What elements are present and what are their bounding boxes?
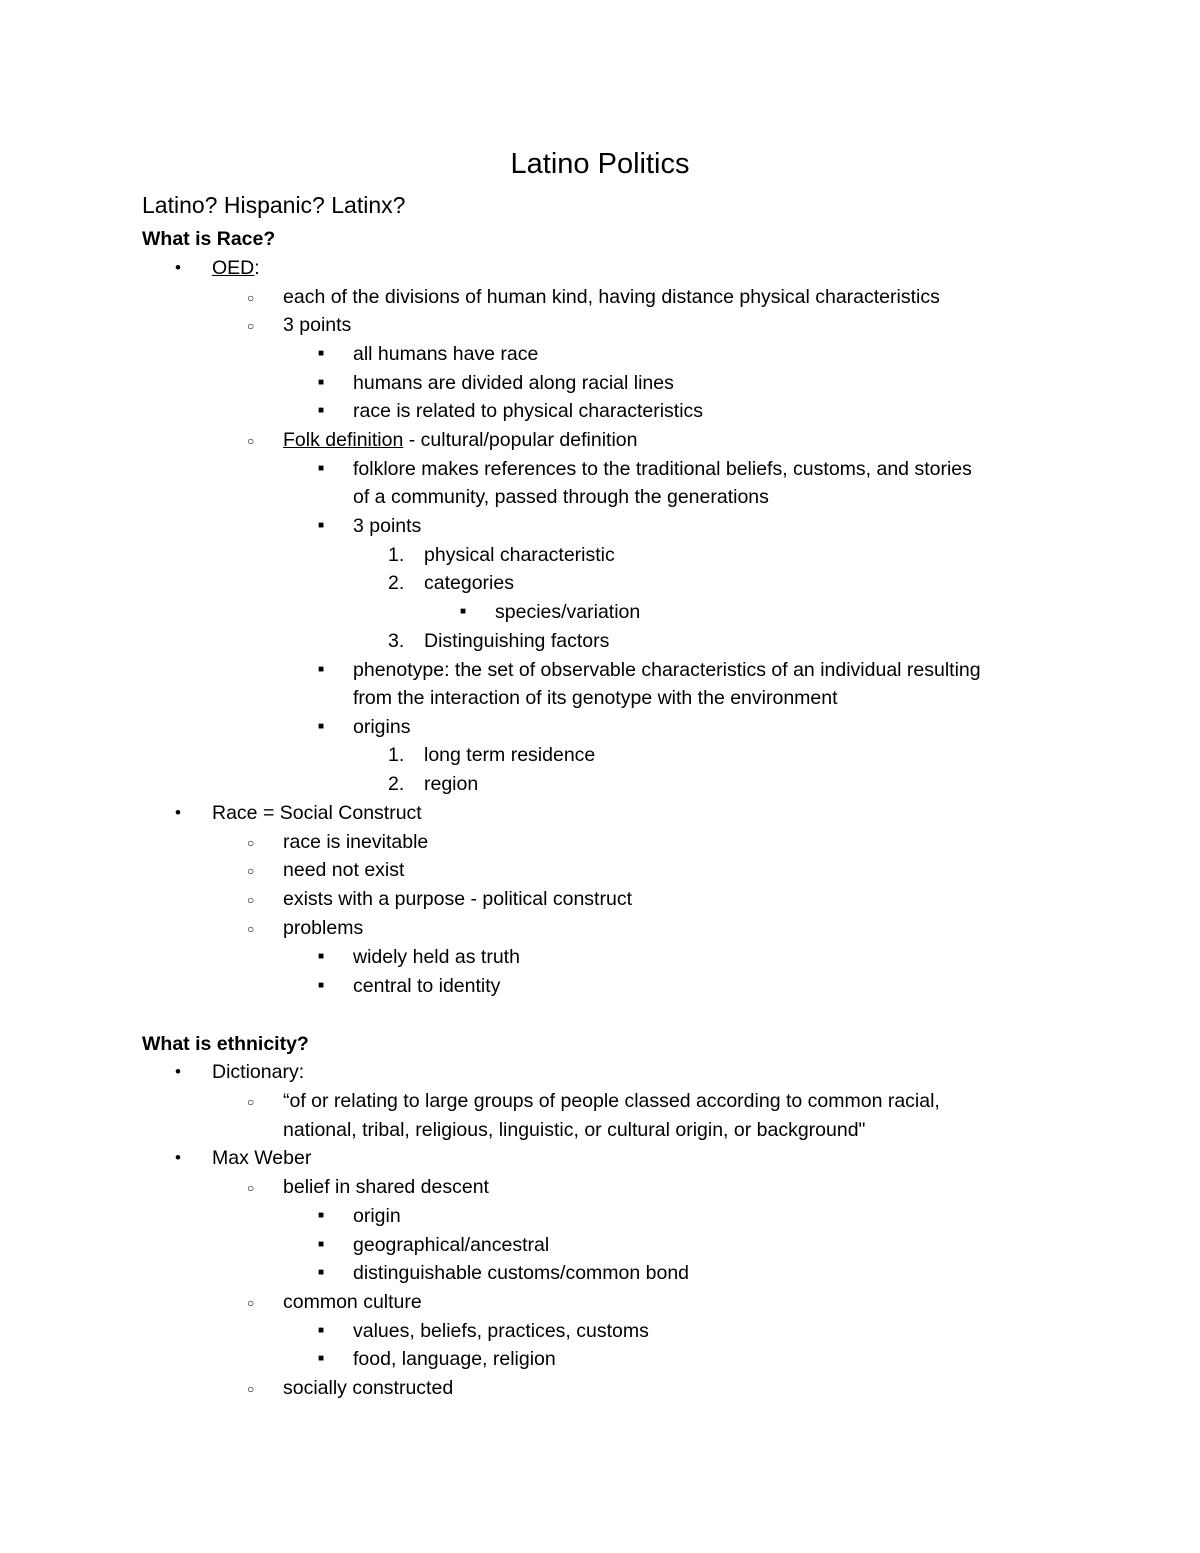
document-subtitle: Latino? Hispanic? Latinx? bbox=[142, 192, 406, 218]
social-item: problems bbox=[283, 917, 364, 939]
bullet-square: ■ bbox=[318, 405, 325, 416]
oed-line bbox=[212, 254, 260, 282]
bullet-circle: ○ bbox=[247, 893, 255, 907]
bullet-square: ■ bbox=[318, 348, 325, 359]
bullet-square: ■ bbox=[318, 1239, 325, 1250]
descent-item: distinguishable customs/common bond bbox=[353, 1262, 690, 1284]
bullet-circle: ○ bbox=[247, 922, 255, 936]
bullet-disc: • bbox=[175, 803, 181, 822]
bullet-disc: • bbox=[175, 1062, 181, 1081]
descent-item: geographical/ancestral bbox=[353, 1234, 550, 1256]
bullet-square: ■ bbox=[318, 664, 325, 675]
descent-item: origin bbox=[353, 1205, 401, 1227]
folk-definition-rest: - cultural/popular definition bbox=[403, 429, 638, 451]
categories-sub-item: species/variation bbox=[495, 601, 641, 623]
folk-definition-label: Folk definition bbox=[283, 429, 404, 451]
oed-point-item: race is related to physical characteristics bbox=[353, 400, 704, 422]
list-number: 3. bbox=[388, 630, 405, 652]
bullet-square: ■ bbox=[318, 980, 325, 991]
bullet-square: ■ bbox=[318, 1210, 325, 1221]
bullet-disc: • bbox=[175, 1148, 181, 1167]
bullet-square: ■ bbox=[318, 377, 325, 388]
oed-colon: : bbox=[254, 257, 260, 279]
origins-label: origins bbox=[353, 716, 411, 738]
problems-item: central to identity bbox=[353, 975, 501, 997]
social-item: need not exist bbox=[283, 859, 405, 881]
bullet-disc: • bbox=[175, 258, 181, 277]
culture-item: values, beliefs, practices, customs bbox=[353, 1320, 649, 1342]
oed-point-item: humans are divided along racial lines bbox=[353, 372, 674, 394]
social-item: race is inevitable bbox=[283, 831, 429, 853]
folklore-line-1: folklore makes references to the traditional beliefs, customs, and stories bbox=[353, 458, 972, 480]
section-heading-race: What is Race? bbox=[142, 228, 276, 250]
oed-definition: each of the divisions of human kind, having distance physical characteristics bbox=[283, 286, 940, 308]
folk-points-label: 3 points bbox=[353, 515, 422, 537]
social-item: exists with a purpose - political construct bbox=[283, 888, 632, 910]
dictionary-line-1: “of or relating to large groups of people classed according to common racial, bbox=[283, 1090, 940, 1112]
socially-constructed-label: socially constructed bbox=[283, 1377, 454, 1399]
list-number: 1. bbox=[388, 544, 405, 566]
culture-item: food, language, religion bbox=[353, 1348, 556, 1370]
folk-definition-line bbox=[283, 426, 637, 454]
oed-points-label: 3 points bbox=[283, 314, 352, 336]
bullet-square: ■ bbox=[318, 721, 325, 732]
folk-point-item: physical characteristic bbox=[424, 544, 615, 566]
bullet-circle: ○ bbox=[247, 1296, 255, 1310]
bullet-circle: ○ bbox=[247, 319, 255, 333]
list-number: 2. bbox=[388, 773, 405, 795]
bullet-square: ■ bbox=[318, 1353, 325, 1364]
phenotype-line-1: phenotype: the set of observable characteristics of an individual resulting bbox=[353, 659, 981, 681]
bullet-square: ■ bbox=[460, 606, 467, 617]
bullet-square: ■ bbox=[318, 951, 325, 962]
phenotype-line-2: from the interaction of its genotype with the environment bbox=[353, 687, 838, 709]
dictionary-line-2: national, tribal, religious, linguistic, or cultural origin, or background" bbox=[283, 1119, 866, 1141]
list-number: 2. bbox=[388, 572, 405, 594]
bullet-circle: ○ bbox=[247, 1181, 255, 1195]
social-construct-label: Race = Social Construct bbox=[212, 802, 422, 824]
bullet-circle: ○ bbox=[247, 291, 255, 305]
bullet-square: ■ bbox=[318, 463, 325, 474]
culture-label: common culture bbox=[283, 1291, 422, 1313]
descent-label: belief in shared descent bbox=[283, 1176, 489, 1198]
document-title: Latino Politics bbox=[510, 148, 690, 180]
origins-item: long term residence bbox=[424, 744, 596, 766]
bullet-square: ■ bbox=[318, 1325, 325, 1336]
weber-label: Max Weber bbox=[212, 1147, 312, 1169]
bullet-square: ■ bbox=[318, 1267, 325, 1278]
bullet-circle: ○ bbox=[247, 1095, 255, 1109]
section-heading-ethnicity: What is ethnicity? bbox=[142, 1033, 309, 1055]
folk-point-item: Distinguishing factors bbox=[424, 630, 610, 652]
dictionary-label: Dictionary: bbox=[212, 1061, 305, 1083]
folklore-line-2: of a community, passed through the generations bbox=[353, 486, 769, 508]
bullet-circle: ○ bbox=[247, 434, 255, 448]
folk-point-item: categories bbox=[424, 572, 514, 594]
bullet-circle: ○ bbox=[247, 864, 255, 878]
list-number: 1. bbox=[388, 744, 405, 766]
problems-item: widely held as truth bbox=[353, 946, 520, 968]
bullet-square: ■ bbox=[318, 520, 325, 531]
oed-label: OED bbox=[212, 257, 255, 279]
oed-point-item: all humans have race bbox=[353, 343, 539, 365]
origins-item: region bbox=[424, 773, 479, 795]
bullet-circle: ○ bbox=[247, 836, 255, 850]
bullet-circle: ○ bbox=[247, 1382, 255, 1396]
